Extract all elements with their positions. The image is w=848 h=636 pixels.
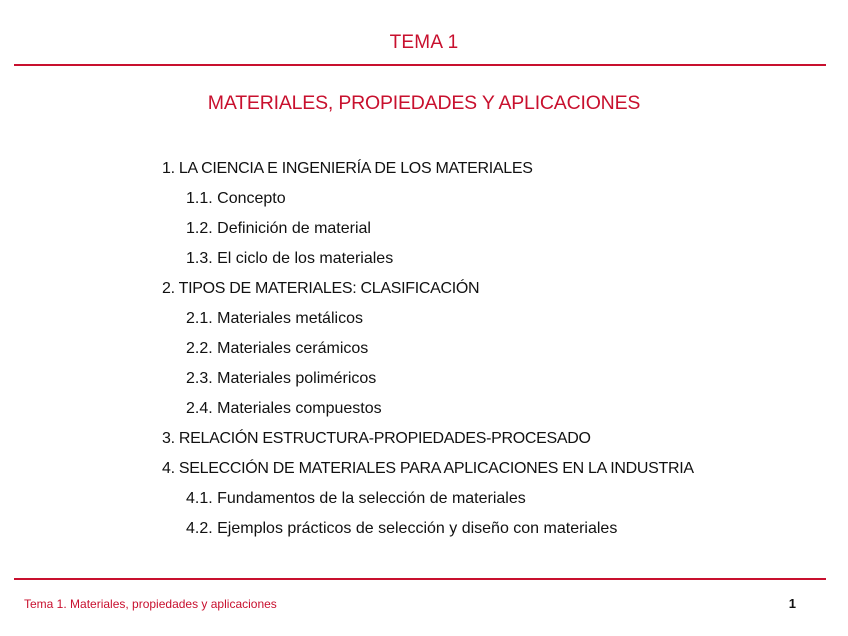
bottom-divider [14,578,826,580]
outline-subitem: 2.2. Materiales cerámicos [186,340,369,357]
outline-subitem: 1.3. El ciclo de los materiales [186,250,394,267]
outline-item: 4. SELECCIÓN DE MATERIALES PARA APLICACIONES EN LA INDUSTRIA [162,460,694,477]
main-heading: MATERIALES, PROPIEDADES Y APLICACIONES [207,92,641,114]
outline-subitem: 4.1. Fundamentos de la selección de materiales [186,490,526,507]
outline-subitem: 2.4. Materiales compuestos [186,400,382,417]
slide-title: TEMA 1 [389,32,459,53]
outline-subitem: 1.1. Concepto [186,190,286,207]
outline-subitem: 4.2. Ejemplos prácticos de selección y diseño con materiales [186,520,618,537]
outline-subitem: 2.3. Materiales poliméricos [186,370,377,387]
outline-subitem: 1.2. Definición de material [186,220,371,237]
outline-item: 2. TIPOS DE MATERIALES: CLASIFICACIÓN [162,280,480,297]
table-of-contents [0,154,848,544]
footer-caption: Tema 1. Materiales, propiedades y aplicaciones [24,597,277,611]
outline-item: 3. RELACIÓN ESTRUCTURA-PROPIEDADES-PROCESADO [162,430,591,447]
outline-subitem: 2.1. Materiales metálicos [186,310,363,327]
page-number: 1 [788,596,796,611]
top-divider [14,64,826,66]
outline-item: 1. LA CIENCIA E INGENIERÍA DE LOS MATERIALES [162,160,533,177]
